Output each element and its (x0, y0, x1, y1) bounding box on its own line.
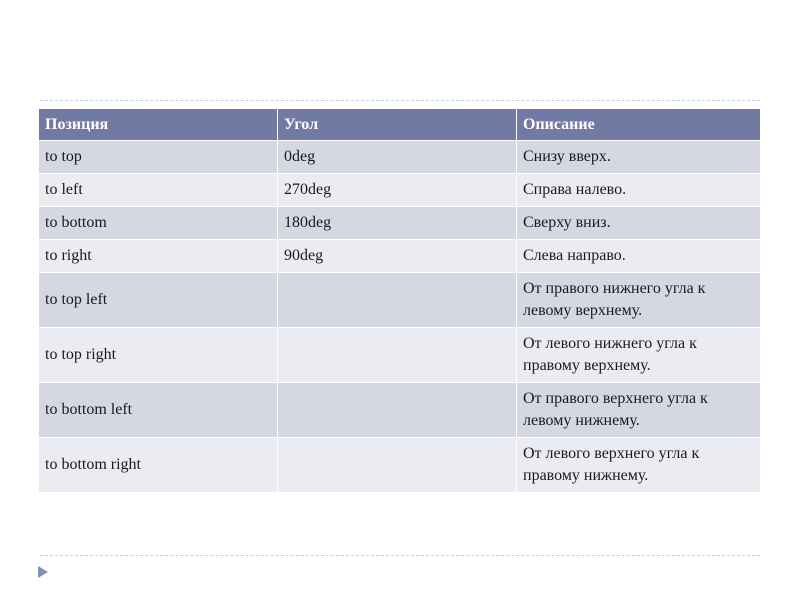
table-header-row (39, 109, 761, 141)
position-cell: to top right (39, 328, 278, 383)
position-cell: to bottom right (39, 438, 278, 493)
angle-cell (278, 273, 517, 328)
angle-cell (278, 438, 517, 493)
angle-cell: 90deg (278, 240, 517, 273)
description-cell: От правого верхнего угла к левому нижнему. (517, 383, 761, 438)
angle-cell (278, 383, 517, 438)
description-cell: От правого нижнего угла к левому верхнему. (517, 273, 761, 328)
table-row (39, 207, 761, 240)
table-row (39, 438, 761, 493)
table-row (39, 383, 761, 438)
description-cell: Справа налево. (517, 174, 761, 207)
angle-cell (278, 328, 517, 383)
position-cell: to top (39, 141, 278, 174)
table-row (39, 141, 761, 174)
header-position: Позиция (39, 109, 278, 141)
description-cell: От левого нижнего угла к правому верхнему. (517, 328, 761, 383)
description-cell: Слева направо. (517, 240, 761, 273)
table-row (39, 328, 761, 383)
top-divider (40, 100, 760, 101)
description-cell: От левого верхнего угла к правому нижнему. (517, 438, 761, 493)
position-cell: to left (39, 174, 278, 207)
angle-cell: 0deg (278, 141, 517, 174)
angle-cell: 270deg (278, 174, 517, 207)
description-cell: Сверху вниз. (517, 207, 761, 240)
position-cell: to top left (39, 273, 278, 328)
gradient-direction-table (38, 108, 761, 493)
bottom-divider (40, 555, 760, 556)
header-description: Описание (517, 109, 761, 141)
position-cell: to right (39, 240, 278, 273)
header-angle: Угол (278, 109, 517, 141)
position-cell: to bottom left (39, 383, 278, 438)
table-row (39, 240, 761, 273)
table-row (39, 174, 761, 207)
description-cell: Снизу вверх. (517, 141, 761, 174)
triangle-bullet-icon (38, 566, 48, 578)
position-cell: to bottom (39, 207, 278, 240)
table-row (39, 273, 761, 328)
angle-cell: 180deg (278, 207, 517, 240)
